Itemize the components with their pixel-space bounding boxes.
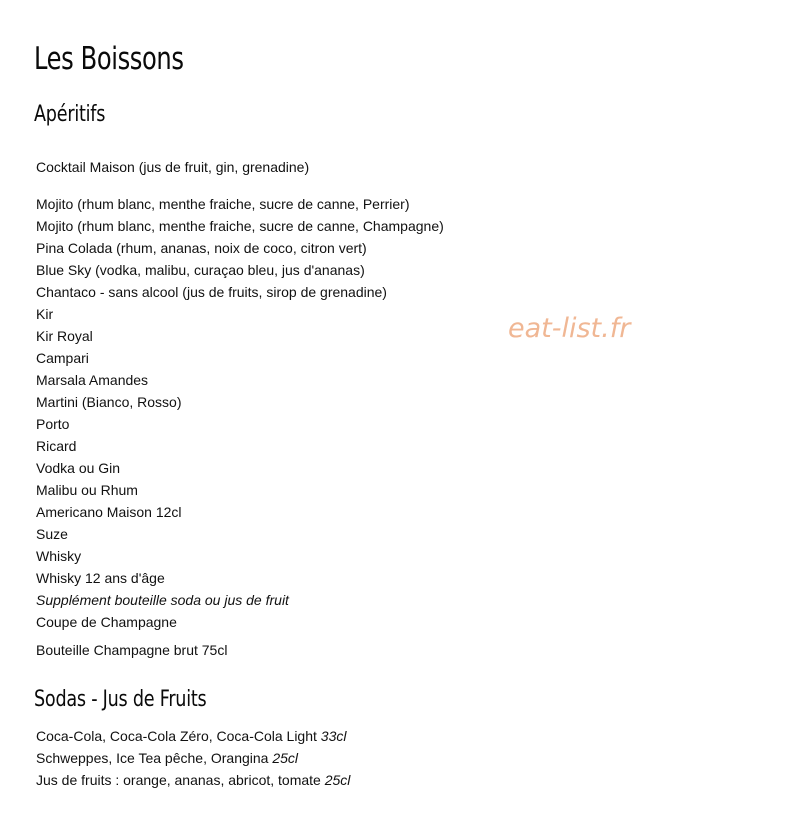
list-item: Pina Colada (rhum, ananas, noix de coco, citron vert) [36, 240, 367, 256]
list-item [36, 727, 346, 745]
list-item: Porto [36, 416, 70, 432]
list-item: Suze [36, 526, 68, 542]
list-item: Vodka ou Gin [36, 460, 121, 476]
drink-name: Coca-Cola, Coca-Cola Zéro, Coca-Cola Light [36, 728, 321, 744]
aperitifs-heading: Apéritifs [34, 102, 106, 127]
supplement-note: Supplément bouteille soda ou jus de fruit [36, 592, 289, 608]
list-item: Blue Sky (vodka, malibu, curaçao bleu, jus d'ananas) [36, 262, 365, 278]
list-item [36, 749, 298, 767]
list-item: Marsala Amandes [36, 372, 149, 388]
list-item: Kir Royal [36, 328, 93, 344]
drink-name: Schweppes, Ice Tea pêche, Orangina [36, 750, 273, 766]
sodas-heading: Sodas - Jus de Fruits [34, 687, 207, 712]
drink-size: 33cl [320, 728, 347, 744]
list-item: Americano Maison 12cl [36, 504, 182, 520]
watermark: eat-list.fr [508, 313, 631, 344]
page-title: Les Boissons [34, 41, 184, 77]
list-item: Malibu ou Rhum [36, 482, 138, 498]
list-item: Ricard [36, 438, 77, 454]
list-item: Whisky [36, 548, 82, 564]
list-item: Campari [36, 350, 89, 366]
list-item: Kir [36, 306, 54, 322]
list-item: Martini (Bianco, Rosso) [36, 394, 182, 410]
drink-name: Jus de fruits : orange, ananas, abricot, tomate [36, 772, 325, 788]
list-item: Mojito (rhum blanc, menthe fraiche, sucre de canne, Champagne) [36, 218, 444, 234]
list-item: Coupe de Champagne [36, 614, 177, 630]
list-item: Bouteille Champagne brut 75cl [36, 642, 228, 658]
list-item [36, 771, 350, 789]
drink-size: 25cl [324, 772, 351, 788]
list-item: Mojito (rhum blanc, menthe fraiche, sucre de canne, Perrier) [36, 196, 410, 212]
drink-size: 25cl [272, 750, 299, 766]
list-item: Cocktail Maison (jus de fruit, gin, grenadine) [36, 159, 310, 175]
list-item: Chantaco - sans alcool (jus de fruits, sirop de grenadine) [36, 284, 387, 300]
list-item: Whisky 12 ans d'âge [36, 570, 165, 586]
